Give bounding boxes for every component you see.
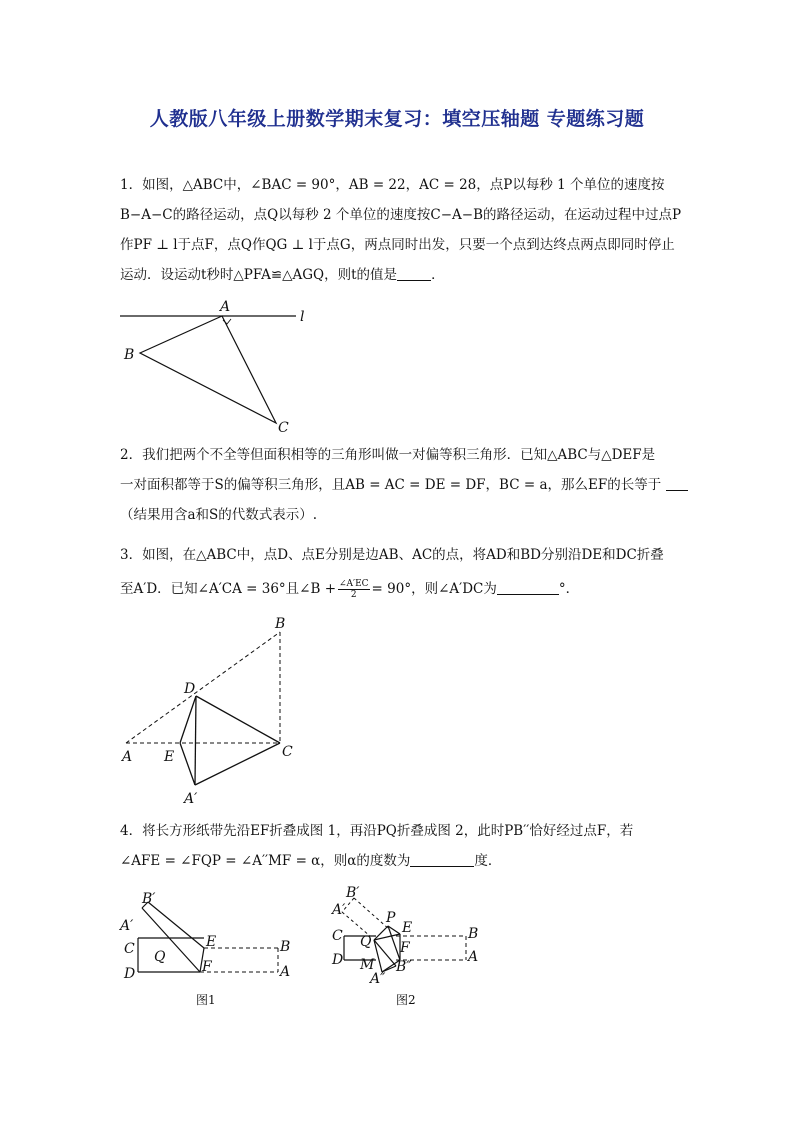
- q3-label-B: B: [275, 616, 286, 632]
- q1-line-3: 作PF ⊥ l于点F，点Q作QG ⊥ l于点G，两点同时出发，只要一个点到达终点两点即同时停止: [120, 237, 675, 253]
- q4-figure-1: [118, 890, 298, 1020]
- fig2-label-F: F: [400, 940, 410, 956]
- page-title: 人教版八年级上册数学期末复习：填空压轴题 专题练习题: [149, 108, 645, 130]
- fig1-label-B-prime: B′: [142, 891, 156, 907]
- question-3: [120, 538, 680, 606]
- q3-line-2: 至A′D．已知∠A′CA = 36°且∠B + $\frac{\angle A'EC}{2}$ = 90°，则∠A′DC为 °．: [120, 579, 580, 600]
- fig2-label-M: M: [360, 957, 375, 973]
- q1-figure: [118, 298, 318, 436]
- question-4: [120, 816, 680, 876]
- fig2-label-Q: Q: [360, 934, 372, 950]
- q1-line-4: 运动．设运动t秒时△PFA≌△AGQ，则t的值是 ．: [120, 260, 680, 290]
- q4-answer-blank: [410, 850, 474, 867]
- q2-line-1: 2．我们把两个不全等但面积相等的三角形叫做一对偏等积三角形．已知△ABC与△DEF是: [120, 447, 656, 463]
- q1-label-C: C: [278, 420, 289, 436]
- fig1-label-A-prime: A′: [120, 918, 134, 934]
- fig1-label-B: B: [280, 939, 291, 955]
- fig2-label-B: B: [468, 926, 479, 942]
- fig2-label-B-prime: B′: [346, 885, 360, 901]
- q3-figure: [118, 612, 318, 812]
- q2-answer-blank: [666, 474, 688, 491]
- fig2-label-E: E: [402, 920, 413, 936]
- q1-answer-blank: [397, 264, 431, 281]
- fig2-label-P: P: [386, 910, 396, 926]
- fig1-label-C: C: [124, 941, 135, 957]
- q2-line-3: （结果用含a和S的代数式表示）.: [120, 507, 318, 523]
- q1-label-B: B: [124, 347, 135, 363]
- q4-line-2: ∠AFE = ∠FQP = ∠A′′MF = α，则α的度数为 度．: [120, 846, 680, 876]
- fig1-label-E: E: [206, 934, 217, 950]
- question-2: [120, 440, 680, 530]
- question-1: [120, 170, 680, 290]
- q3-label-D: D: [184, 681, 196, 697]
- q2-line-2: 一对面积都等于S的偏等积三角形，且AB = AC = DE = DF，BC = a，那么EF的长等于: [120, 470, 680, 500]
- q1-line-1: 1．如图，△ABC中，∠BAC = 90°，AB = 22，AC = 28，点P以每秒 1 个单位的速度按: [120, 177, 665, 193]
- fig2-caption: 图2: [396, 993, 416, 1007]
- fig1-label-D: D: [124, 966, 136, 982]
- q1-label-A: A: [220, 299, 231, 315]
- fig2-label-A-double-prime: A″: [370, 971, 386, 987]
- q3-answer-blank: [497, 578, 559, 595]
- q1-label-l: l: [300, 309, 305, 325]
- fig1-label-F: F: [202, 959, 212, 975]
- q4-line-1: 4．将长方形纸带先沿EF折叠成图 1，再沿PQ折叠成图 2，此时PB′′恰好经过点F，若: [120, 823, 634, 839]
- fig1-label-A: A: [280, 964, 291, 980]
- q3-label-A-prime: A′: [184, 791, 198, 807]
- q3-label-A: A: [122, 749, 133, 765]
- q1-line-2: B−A−C的路径运动，点Q以每秒 2 个单位的速度按C−A−B的路径运动，在运动过程中过点P: [120, 207, 682, 223]
- fig2-label-B-double-prime: B″: [396, 959, 412, 975]
- q3-line-1: 3．如图，在△ABC中，点D、点E分别是边AB、AC的点，将AD和BD分别沿DE和DC折叠: [120, 547, 664, 563]
- fig2-label-A: A: [468, 949, 479, 965]
- q3-label-C: C: [282, 744, 293, 760]
- fig2-label-A-prime: A′: [332, 902, 346, 918]
- fig2-label-D: D: [332, 952, 344, 968]
- q3-label-E: E: [164, 749, 175, 765]
- fig1-label-Q: Q: [154, 949, 166, 965]
- fig1-caption: 图1: [196, 993, 216, 1007]
- q4-figure-2: [330, 884, 510, 1014]
- q3-fraction: $\frac{\angle A'EC}{2}$: [339, 579, 369, 600]
- fig2-label-C: C: [332, 928, 343, 944]
